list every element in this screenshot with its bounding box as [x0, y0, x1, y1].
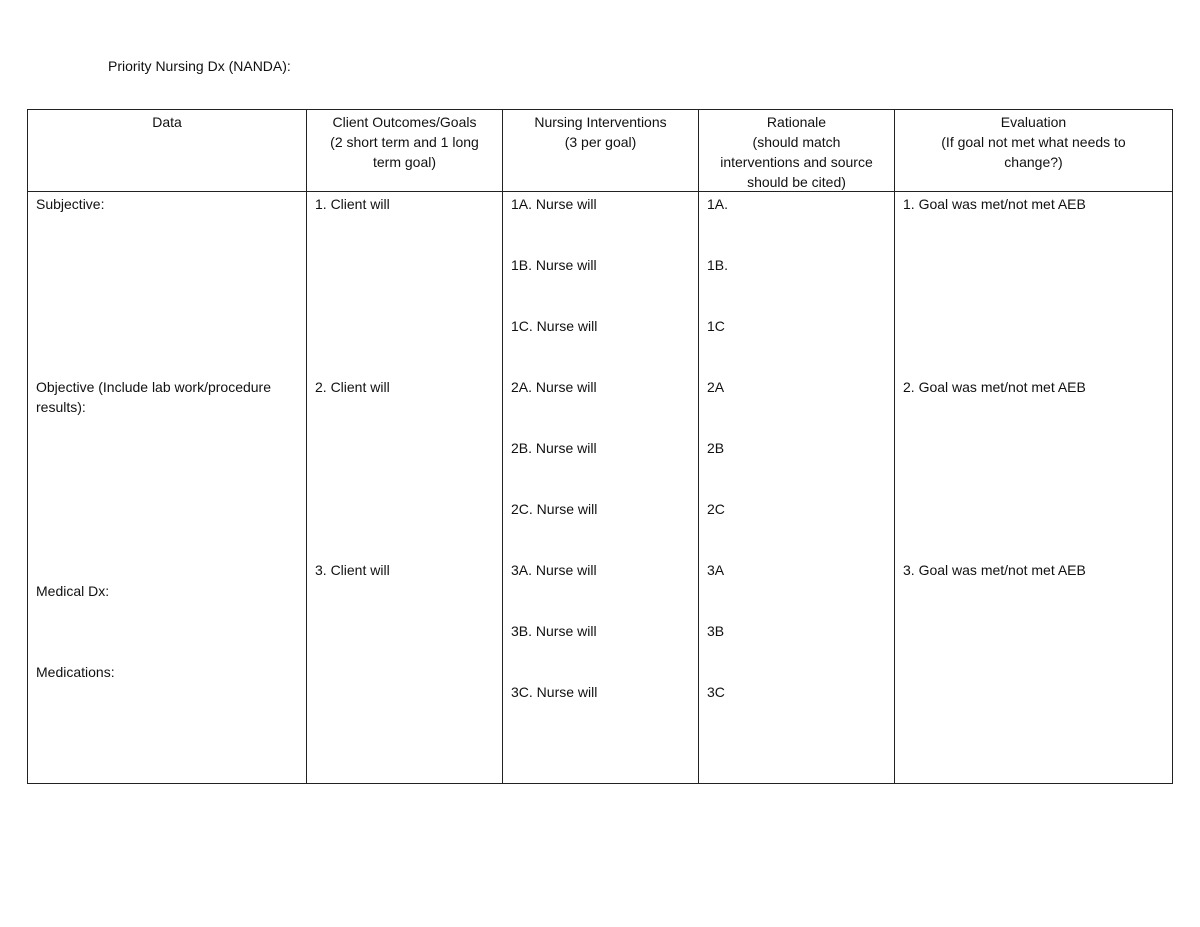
header-outcomes: Client Outcomes/Goals (2 short term and 1 long term goal): [330, 114, 479, 170]
header-data: Data: [152, 114, 182, 130]
care-plan-table: [27, 109, 1173, 784]
evaluation-2: 2. Goal was met/not met AEB: [903, 379, 1086, 395]
evaluation-column: [894, 110, 1172, 783]
rationale-1b: 1B.: [707, 257, 729, 273]
medical-dx-label: Medical Dx:: [36, 583, 110, 599]
evaluation-1: 1. Goal was met/not met AEB: [903, 196, 1086, 212]
subjective-label: Subjective:: [36, 196, 105, 212]
rationale-1c: 1C: [707, 318, 725, 334]
intervention-1b: 1B. Nurse will: [511, 257, 597, 273]
intervention-1a: 1A. Nurse will: [511, 196, 597, 212]
rationale-2b: 2B: [707, 440, 725, 456]
medications-label: Medications:: [36, 664, 115, 680]
header-evaluation: Evaluation (If goal not met what needs to change?): [941, 114, 1126, 170]
data-column: [28, 110, 306, 783]
evaluation-3: 3. Goal was met/not met AEB: [903, 562, 1086, 578]
rationale-2a: 2A: [707, 379, 725, 395]
rationale-1a: 1A.: [707, 196, 729, 212]
intervention-2c: 2C. Nurse will: [511, 501, 598, 517]
header-rationale: Rationale (should match interventions and source should be cited): [720, 114, 873, 190]
header-interventions: Nursing Interventions (3 per goal): [534, 114, 667, 150]
intervention-2a: 2A. Nurse will: [511, 379, 597, 395]
intervention-3c: 3C. Nurse will: [511, 684, 598, 700]
outcomes-column: [306, 110, 502, 783]
outcome-3: 3. Client will: [315, 562, 390, 578]
rationale-column: [698, 110, 894, 783]
page-title: Priority Nursing Dx (NANDA):: [108, 58, 291, 74]
intervention-2b: 2B. Nurse will: [511, 440, 597, 456]
intervention-3b: 3B. Nurse will: [511, 623, 597, 639]
intervention-1c: 1C. Nurse will: [511, 318, 598, 334]
rationale-3c: 3C: [707, 684, 725, 700]
rationale-3a: 3A: [707, 562, 725, 578]
interventions-column: [502, 110, 698, 783]
outcome-1: 1. Client will: [315, 196, 390, 212]
rationale-3b: 3B: [707, 623, 725, 639]
rationale-2c: 2C: [707, 501, 725, 517]
intervention-3a: 3A. Nurse will: [511, 562, 597, 578]
outcome-2: 2. Client will: [315, 379, 390, 395]
objective-label: Objective (Include lab work/procedure results):: [36, 379, 272, 415]
